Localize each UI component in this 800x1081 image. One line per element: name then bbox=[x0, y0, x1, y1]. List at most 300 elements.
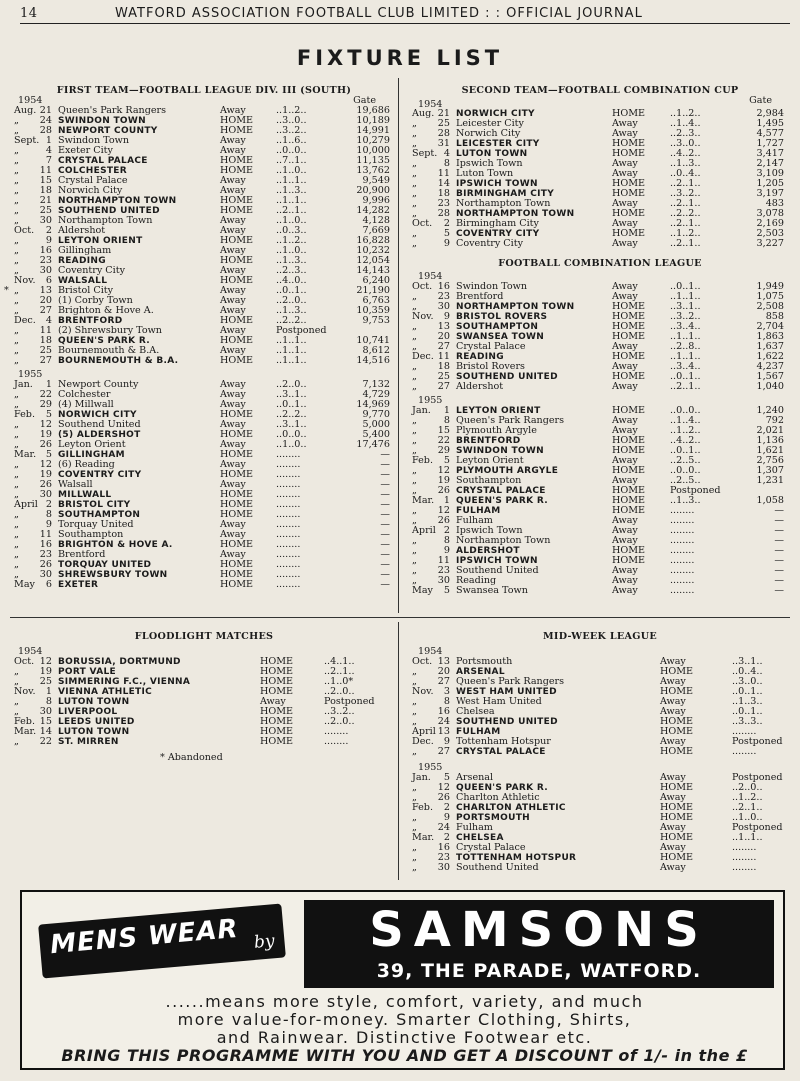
fixture-day: 26 bbox=[437, 515, 450, 526]
fixture-opponent: Southend United bbox=[58, 419, 141, 430]
fixture-month: „ bbox=[412, 485, 417, 496]
fixture-venue: Away bbox=[660, 706, 686, 717]
fixture-month: „ bbox=[412, 178, 417, 189]
fixture-score: ..3..2.. bbox=[670, 311, 701, 322]
fixture-score: ..2..2.. bbox=[276, 315, 307, 326]
fixture-day: 23 bbox=[437, 565, 450, 576]
fixture-gate: 17,476 bbox=[356, 439, 390, 450]
fixture-venue: Away bbox=[260, 696, 286, 707]
fixture-month: Jan. bbox=[412, 772, 431, 783]
fixture-venue: HOME bbox=[612, 208, 646, 219]
fixture-venue: Away bbox=[220, 285, 246, 296]
fixture-opponent: Colchester bbox=[58, 389, 111, 400]
fixture-venue: Away bbox=[660, 696, 686, 707]
fixture-gate: — bbox=[380, 569, 390, 580]
fixture-day: 1 bbox=[443, 495, 450, 506]
fixture-gate: 9,549 bbox=[362, 175, 390, 186]
fixture-venue: HOME bbox=[612, 545, 646, 556]
fixture-venue: HOME bbox=[260, 706, 294, 717]
advert-line-3: and Rainwear. Distinctive Footwear etc. bbox=[216, 1028, 593, 1047]
fixture-row bbox=[14, 106, 394, 116]
fixture-day: 23 bbox=[437, 852, 450, 863]
fixture-day: 8 bbox=[45, 696, 52, 707]
fixture-opponent: BRENTFORD bbox=[58, 316, 123, 326]
fixture-venue: Away bbox=[612, 158, 638, 169]
fixture-month: „ bbox=[14, 295, 19, 306]
fixture-score: ..1..1.. bbox=[732, 832, 763, 843]
fixture-day: 6 bbox=[45, 275, 52, 286]
fixture-opponent: Aldershot bbox=[58, 225, 106, 236]
fixture-venue: HOME bbox=[220, 429, 254, 440]
fixture-month: „ bbox=[14, 325, 19, 336]
fixture-day: 5 bbox=[443, 455, 450, 466]
fixture-score: ..0..1.. bbox=[732, 686, 763, 697]
fixture-score: ..3..0.. bbox=[670, 138, 701, 149]
fixture-venue: HOME bbox=[220, 335, 254, 346]
fixture-venue: Away bbox=[220, 135, 246, 146]
fixture-score: ........ bbox=[670, 545, 695, 556]
fixture-score: ..1..3.. bbox=[276, 185, 307, 196]
fixture-day: 21 bbox=[39, 195, 52, 206]
fixture-row bbox=[14, 246, 394, 256]
fixture-month: „ bbox=[14, 245, 19, 256]
fixture-venue: HOME bbox=[612, 311, 646, 322]
fixture-row bbox=[14, 346, 394, 356]
fixture-month: „ bbox=[14, 345, 19, 356]
fixture-row bbox=[14, 440, 394, 450]
fixture-month: Aug. bbox=[412, 108, 435, 119]
fixture-row bbox=[14, 560, 394, 570]
fixture-day: 29 bbox=[437, 445, 450, 456]
fixture-month: „ bbox=[14, 429, 19, 440]
fixture-day: 9 bbox=[45, 519, 52, 530]
fixture-opponent: Chelsea bbox=[456, 706, 495, 717]
fixture-score: ..1..1.. bbox=[276, 175, 307, 186]
fixture-day: 8 bbox=[443, 696, 450, 707]
fixture-opponent: Norwich City bbox=[456, 128, 521, 139]
fixture-opponent: LUTON TOWN bbox=[58, 727, 130, 737]
fixture-day: 16 bbox=[39, 539, 52, 550]
fixture-score: ..1..0.. bbox=[732, 812, 763, 823]
fixture-score: ..3..1.. bbox=[276, 389, 307, 400]
fixture-month: Feb. bbox=[14, 716, 36, 727]
fixture-opponent: Southampton bbox=[456, 475, 522, 486]
fixture-gate: — bbox=[774, 515, 784, 526]
fixture-score: ..1..1.. bbox=[670, 351, 701, 362]
fixture-day: 5 bbox=[443, 585, 450, 596]
fixture-venue: HOME bbox=[612, 228, 646, 239]
fixture-day: 19 bbox=[39, 429, 52, 440]
fixture-month: May bbox=[14, 579, 35, 590]
fixture-opponent: Southend United bbox=[456, 862, 539, 873]
fixture-day: 9 bbox=[443, 812, 450, 823]
fixture-gate: 3,417 bbox=[756, 148, 784, 159]
fixture-gate: — bbox=[774, 565, 784, 576]
fixture-day: 11 bbox=[39, 529, 52, 540]
fixture-day: 27 bbox=[39, 305, 52, 316]
fixture-opponent: SOUTHEND UNITED bbox=[456, 717, 558, 727]
fixture-gate: 5,000 bbox=[362, 419, 390, 430]
fixture-score: ..4..0.. bbox=[276, 275, 307, 286]
fixture-venue: HOME bbox=[612, 188, 646, 199]
fixture-month: „ bbox=[14, 439, 19, 450]
fixture-opponent: FULHAM bbox=[456, 727, 501, 737]
fixture-venue: HOME bbox=[220, 569, 254, 580]
fixture-row bbox=[14, 530, 394, 540]
fixture-venue: HOME bbox=[220, 469, 254, 480]
first-team-heading: FIRST TEAM—FOOTBALL LEAGUE DIV. III (SOUTH) bbox=[56, 85, 352, 96]
fixture-gate: 10,189 bbox=[356, 115, 390, 126]
fixture-day: 25 bbox=[437, 118, 450, 129]
column-divider-lower bbox=[398, 622, 399, 880]
fixture-score: ..2..2.. bbox=[276, 409, 307, 420]
fixture-month: „ bbox=[412, 746, 417, 757]
fixture-day: 5 bbox=[45, 409, 52, 420]
fixture-score: ..1..3.. bbox=[276, 255, 307, 266]
fixture-opponent: Plymouth Argyle bbox=[456, 425, 537, 436]
first-team-fixtures-1954 bbox=[4, 105, 394, 366]
fixture-score: ........ bbox=[732, 726, 757, 737]
fixture-day: 15 bbox=[39, 175, 52, 186]
advert-line-1: ......means more style, comfort, variety, and much bbox=[165, 992, 644, 1011]
fixture-score: ........ bbox=[670, 565, 695, 576]
fixture-venue: HOME bbox=[612, 445, 646, 456]
fixture-opponent: ST. MIRREN bbox=[58, 737, 119, 747]
fixture-month: „ bbox=[412, 361, 417, 372]
fixture-month: „ bbox=[412, 716, 417, 727]
fixture-month: „ bbox=[412, 782, 417, 793]
fixture-row bbox=[14, 420, 394, 430]
year-label: 1954 bbox=[418, 646, 443, 657]
fixture-month: April bbox=[412, 525, 436, 536]
fixture-venue: HOME bbox=[220, 579, 254, 590]
fixture-venue: HOME bbox=[220, 449, 254, 460]
fixture-day: 18 bbox=[39, 185, 52, 196]
fixture-month: „ bbox=[412, 381, 417, 392]
fixture-opponent: COVENTRY CITY bbox=[58, 470, 142, 480]
fixture-month: „ bbox=[14, 509, 19, 520]
fixture-row bbox=[412, 342, 788, 352]
fixture-day: 8 bbox=[443, 158, 450, 169]
fixture-venue: HOME bbox=[612, 178, 646, 189]
fixture-score: ..1..2.. bbox=[732, 792, 763, 803]
fixture-day: 6 bbox=[45, 579, 52, 590]
fixture-opponent: FULHAM bbox=[456, 506, 501, 516]
fixture-day: 9 bbox=[443, 311, 450, 322]
fixture-score: ........ bbox=[670, 555, 695, 566]
fixture-row bbox=[14, 226, 394, 236]
fixture-day: 9 bbox=[443, 238, 450, 249]
fixture-day: 8 bbox=[45, 509, 52, 520]
fixture-score: ..2..3.. bbox=[276, 265, 307, 276]
fixture-month: „ bbox=[412, 475, 417, 486]
fixture-month: „ bbox=[412, 118, 417, 129]
fixture-month: „ bbox=[14, 519, 19, 530]
fixture-row bbox=[412, 169, 788, 179]
fixture-venue: Away bbox=[660, 656, 686, 667]
mens-wear-text: MENS WEAR bbox=[49, 913, 240, 961]
fixture-score: ..4..2.. bbox=[670, 435, 701, 446]
fixture-opponent: (6) Reading bbox=[58, 459, 115, 470]
fixture-venue: Away bbox=[612, 515, 638, 526]
fixture-opponent: LEICESTER CITY bbox=[456, 139, 540, 149]
combination-cup-fixtures bbox=[412, 109, 788, 249]
fixture-venue: Away bbox=[612, 361, 638, 372]
fixture-gate: 6,240 bbox=[362, 275, 390, 286]
fixture-gate: 4,237 bbox=[756, 361, 784, 372]
fixture-venue: HOME bbox=[220, 509, 254, 520]
combination-league-heading: FOOTBALL COMBINATION LEAGUE bbox=[498, 258, 702, 269]
fixture-score: ........ bbox=[276, 559, 301, 570]
fixture-day: 24 bbox=[437, 822, 450, 833]
fixture-month: „ bbox=[412, 535, 417, 546]
fixture-score: ........ bbox=[276, 449, 301, 460]
fixture-month: „ bbox=[14, 666, 19, 677]
fixture-score: ..1..1.. bbox=[276, 345, 307, 356]
fixture-month: „ bbox=[412, 371, 417, 382]
fixture-score: ..2..0.. bbox=[276, 295, 307, 306]
fixture-month: „ bbox=[14, 569, 19, 580]
fixture-day: 19 bbox=[39, 469, 52, 480]
fixture-day: 12 bbox=[437, 505, 450, 516]
fixture-gate: 20,900 bbox=[356, 185, 390, 196]
fixture-month: „ bbox=[412, 341, 417, 352]
fixture-gate: — bbox=[774, 585, 784, 596]
fixture-day: 30 bbox=[437, 575, 450, 586]
fixture-opponent: (1) Corby Town bbox=[58, 295, 133, 306]
fixture-row bbox=[14, 550, 394, 560]
fixture-month: „ bbox=[14, 255, 19, 266]
fixture-day: 24 bbox=[437, 716, 450, 727]
fixture-month: „ bbox=[14, 389, 19, 400]
fixture-day: 23 bbox=[39, 255, 52, 266]
fixture-day: 2 bbox=[443, 218, 450, 229]
fixture-month: „ bbox=[14, 285, 19, 296]
fixture-day: 15 bbox=[437, 425, 450, 436]
fixture-day: 9 bbox=[443, 736, 450, 747]
year-label: 1955 bbox=[418, 762, 443, 773]
samsons-address: 39, THE PARADE, WATFORD. bbox=[376, 960, 702, 982]
fixture-month: „ bbox=[412, 545, 417, 556]
fixture-day: 5 bbox=[45, 449, 52, 460]
fixture-day: 20 bbox=[39, 295, 52, 306]
fixture-day: 3 bbox=[443, 686, 450, 697]
fixture-opponent: IPSWICH TOWN bbox=[456, 556, 538, 566]
fixture-gate: 1,621 bbox=[756, 445, 784, 456]
fixture-month: „ bbox=[412, 505, 417, 516]
fixture-venue: HOME bbox=[260, 686, 294, 697]
page-number: 14 bbox=[20, 6, 38, 21]
fixture-score: ..2..1.. bbox=[670, 238, 701, 249]
fixture-score: ..2..8.. bbox=[670, 341, 701, 352]
fixture-opponent: (5) ALDERSHOT bbox=[58, 430, 141, 440]
fixture-day: 30 bbox=[39, 569, 52, 580]
fixture-row bbox=[14, 326, 394, 336]
fixture-gate: — bbox=[380, 549, 390, 560]
fixture-row bbox=[412, 312, 788, 322]
fixture-opponent: Northampton Town bbox=[58, 215, 153, 226]
fixture-venue: HOME bbox=[612, 351, 646, 362]
fixture-month: „ bbox=[14, 175, 19, 186]
fixture-venue: Away bbox=[612, 585, 638, 596]
fixture-month: „ bbox=[14, 539, 19, 550]
fixture-day: 22 bbox=[437, 435, 450, 446]
fixture-score: ..1..1.. bbox=[276, 195, 307, 206]
year-label: 1954 bbox=[418, 271, 443, 282]
fixture-score: ........ bbox=[276, 569, 301, 580]
fixture-month: „ bbox=[14, 355, 19, 366]
fixture-gate: — bbox=[380, 449, 390, 460]
fixture-gate: 2,756 bbox=[756, 455, 784, 466]
fixture-venue: HOME bbox=[612, 555, 646, 566]
fixture-day: 21 bbox=[39, 105, 52, 116]
fixture-month: „ bbox=[412, 168, 417, 179]
fixture-row bbox=[412, 747, 788, 757]
fixture-gate: 2,704 bbox=[756, 321, 784, 332]
fixture-score: ........ bbox=[670, 505, 695, 516]
fixture-opponent: SIMMERING F.C., VIENNA bbox=[58, 677, 191, 687]
fixture-month: „ bbox=[412, 676, 417, 687]
fixture-score: ........ bbox=[670, 575, 695, 586]
fixture-opponent: BRISTOL ROVERS bbox=[456, 312, 548, 322]
fixture-score: ..2..1.. bbox=[670, 198, 701, 209]
fixture-gate: 2,169 bbox=[756, 218, 784, 229]
fixture-month: „ bbox=[14, 165, 19, 176]
fixture-opponent: BRIGHTON & HOVE A. bbox=[58, 540, 173, 550]
fixture-month: „ bbox=[412, 291, 417, 302]
fixture-day: 5 bbox=[443, 772, 450, 783]
fixture-month: Oct. bbox=[14, 225, 35, 236]
fixture-gate: 1,863 bbox=[756, 331, 784, 342]
fixture-opponent: Birmingham City bbox=[456, 218, 539, 229]
fixture-month: „ bbox=[412, 238, 417, 249]
fixture-gate: 16,828 bbox=[356, 235, 390, 246]
fixture-opponent: Queen's Park Rangers bbox=[58, 105, 167, 116]
fixture-row bbox=[14, 196, 394, 206]
fixture-month: Dec. bbox=[412, 351, 434, 362]
fixture-gate: 3,197 bbox=[756, 188, 784, 199]
fixture-venue: Away bbox=[612, 168, 638, 179]
fixture-day: 15 bbox=[39, 716, 52, 727]
fixture-opponent: PORT VALE bbox=[58, 667, 116, 677]
fixture-gate: 21,190 bbox=[356, 285, 390, 296]
fixture-score: ..1..2.. bbox=[670, 108, 701, 119]
fixture-day: 2 bbox=[443, 525, 450, 536]
fixture-month: „ bbox=[14, 419, 19, 430]
fixture-score: ..1..0.. bbox=[276, 245, 307, 256]
fixture-opponent: Exeter City bbox=[58, 145, 113, 156]
fixture-gate: 2,147 bbox=[756, 158, 784, 169]
fixture-venue: HOME bbox=[220, 125, 254, 136]
fixture-day: 24 bbox=[39, 115, 52, 126]
fixture-opponent: Ipswich Town bbox=[456, 525, 523, 536]
fixture-gate: 3,109 bbox=[756, 168, 784, 179]
fixture-opponent: Ipswich Town bbox=[456, 158, 523, 169]
fixture-day: 18 bbox=[39, 335, 52, 346]
fixture-day: 8 bbox=[443, 535, 450, 546]
fixture-row bbox=[412, 239, 788, 249]
fixture-score: Postponed bbox=[276, 325, 327, 336]
fixture-opponent: Fulham bbox=[456, 822, 493, 833]
fixture-row bbox=[14, 186, 394, 196]
fixture-gate: 14,969 bbox=[356, 399, 390, 410]
fixture-score: ........ bbox=[732, 842, 757, 853]
fixture-opponent: QUEEN'S PARK R. bbox=[58, 336, 150, 346]
fixture-month: „ bbox=[14, 235, 19, 246]
fixture-row bbox=[14, 356, 394, 366]
fixture-day: 13 bbox=[437, 726, 450, 737]
fixture-gate: 11,135 bbox=[356, 155, 390, 166]
fixture-opponent: Swindon Town bbox=[456, 281, 527, 292]
fixture-opponent: LUTON TOWN bbox=[456, 149, 528, 159]
fixture-day: 25 bbox=[437, 371, 450, 382]
fixture-row bbox=[412, 292, 788, 302]
fixture-day: 11 bbox=[39, 325, 52, 336]
fixture-gate: 2,021 bbox=[756, 425, 784, 436]
fixture-day: 11 bbox=[437, 351, 450, 362]
midweek-heading: MID-WEEK LEAGUE bbox=[542, 631, 657, 642]
fixture-gate: 9,770 bbox=[362, 409, 390, 420]
fixture-gate: 792 bbox=[765, 415, 784, 426]
fixture-opponent: SWINDON TOWN bbox=[58, 116, 146, 126]
fixture-day: 20 bbox=[437, 331, 450, 342]
fixture-score: ..1..3.. bbox=[670, 495, 701, 506]
fixture-month: „ bbox=[14, 125, 19, 136]
fixture-day: 27 bbox=[437, 381, 450, 392]
fixture-score: ..1..4.. bbox=[670, 415, 701, 426]
fixture-venue: HOME bbox=[612, 485, 646, 496]
fixture-day: 4 bbox=[443, 148, 450, 159]
fixture-score: ........ bbox=[732, 852, 757, 863]
fixture-opponent: Queen's Park Rangers bbox=[456, 676, 565, 687]
fixture-month: „ bbox=[412, 445, 417, 456]
second-team-heading: SECOND TEAM—FOOTBALL COMBINATION CUP bbox=[461, 85, 739, 96]
fixture-opponent: Coventry City bbox=[456, 238, 523, 249]
fixture-day: 25 bbox=[39, 205, 52, 216]
fixture-opponent: Gillingham bbox=[58, 245, 112, 256]
fixture-day: 13 bbox=[39, 285, 52, 296]
fixture-score: ........ bbox=[276, 579, 301, 590]
fixture-day: 12 bbox=[39, 459, 52, 470]
year-label: 1954 bbox=[18, 646, 43, 657]
fixture-row bbox=[14, 500, 394, 510]
fixture-row bbox=[14, 306, 394, 316]
floodlight-section bbox=[14, 632, 394, 747]
fixture-month: „ bbox=[412, 792, 417, 803]
fixture-score: ..0..1.. bbox=[276, 399, 307, 410]
samsons-advert bbox=[20, 890, 785, 1070]
fixture-opponent: Brentford bbox=[456, 291, 504, 302]
fixture-gate: 12,054 bbox=[356, 255, 390, 266]
fixture-day: 26 bbox=[39, 559, 52, 570]
page-header bbox=[20, 4, 790, 24]
fixture-opponent: Crystal Palace bbox=[456, 341, 526, 352]
fixture-gate: 2,508 bbox=[756, 301, 784, 312]
fixture-venue: HOME bbox=[220, 235, 254, 246]
fixture-venue: HOME bbox=[260, 676, 294, 687]
fixture-day: 28 bbox=[437, 128, 450, 139]
fixture-score: ..1..0.. bbox=[276, 165, 307, 176]
fixture-row bbox=[14, 490, 394, 500]
fixture-venue: HOME bbox=[220, 155, 254, 166]
fixture-month: „ bbox=[412, 515, 417, 526]
fixture-day: 23 bbox=[39, 549, 52, 560]
fixture-month: „ bbox=[412, 128, 417, 139]
fixture-opponent: Swindon Town bbox=[58, 135, 129, 146]
fixture-month: Aug. bbox=[14, 105, 37, 116]
fixture-month: „ bbox=[412, 158, 417, 169]
fixture-day: 1 bbox=[45, 135, 52, 146]
